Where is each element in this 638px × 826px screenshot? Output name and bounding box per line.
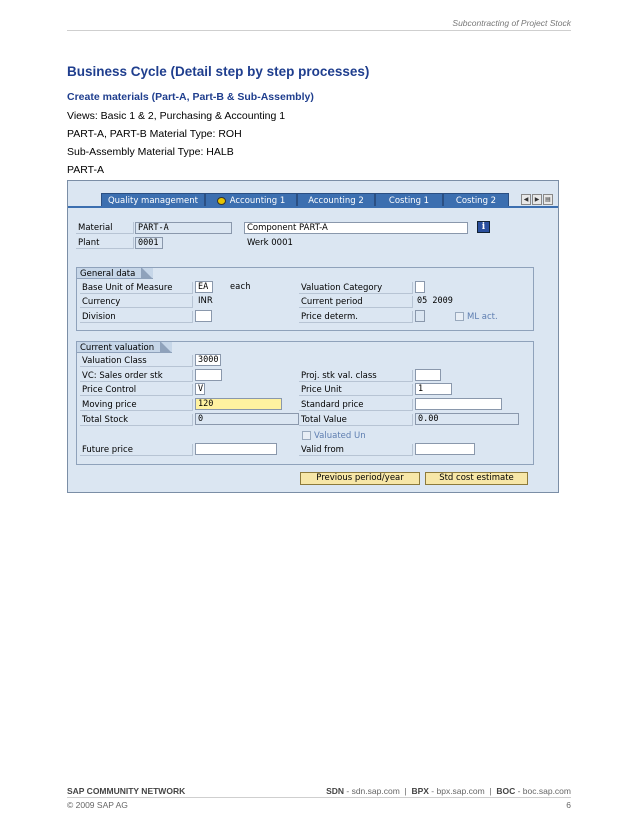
material-label: Material <box>76 222 134 234</box>
valid-from-label: Valid from <box>299 444 413 456</box>
ml-act-checkbox[interactable] <box>455 312 464 321</box>
division-field[interactable] <box>195 310 212 322</box>
boc-link[interactable]: boc.sap.com <box>522 786 571 796</box>
price-control-label: Price Control <box>80 384 193 396</box>
total-stock-label: Total Stock <box>80 414 193 426</box>
price-determination-label: Price determ. <box>299 311 413 323</box>
currency-label: Currency <box>80 296 193 308</box>
section-subheading: Create materials (Part-A, Part-B & Sub-Assembly) <box>67 91 314 103</box>
section-heading: Business Cycle (Detail step by step processes) <box>67 64 370 79</box>
material-description-field[interactable]: Component PART-A <box>244 222 468 234</box>
price-control-field[interactable]: V <box>195 383 205 395</box>
plant-label: Plant <box>76 237 134 249</box>
valuated-un-checkbox[interactable] <box>302 431 311 440</box>
total-value-label: Total Value <box>299 414 413 426</box>
base-uom-field[interactable]: EA <box>195 281 213 293</box>
tab-quality-management[interactable] <box>101 193 205 207</box>
valuation-class-label: Valuation Class <box>80 355 193 367</box>
price-unit-label: Price Unit <box>299 384 413 396</box>
previous-period-button[interactable]: Previous period/year <box>300 472 420 485</box>
standard-price-field[interactable] <box>415 398 502 410</box>
tab-label: Accounting 2 <box>308 196 364 206</box>
current-valuation-title: Current valuation <box>76 341 172 353</box>
price-determination-field[interactable] <box>415 310 425 322</box>
vc-sales-order-field[interactable] <box>195 369 222 381</box>
text-line: Views: Basic 1 & 2, Purchasing & Accounting 1 <box>67 110 286 122</box>
total-stock-field[interactable]: 0 <box>195 413 299 425</box>
valuation-category-label: Valuation Category <box>299 282 413 294</box>
bpx-label: BPX <box>411 786 429 796</box>
footer-network: SAP COMMUNITY NETWORK <box>67 786 186 796</box>
tab-label: Accounting 1 <box>229 196 286 206</box>
plant-field[interactable]: 0001 <box>135 237 163 249</box>
page-number: 6 <box>566 800 571 810</box>
moving-price-label: Moving price <box>80 399 193 411</box>
future-price-label: Future price <box>80 444 193 456</box>
tab-accounting-2[interactable] <box>297 193 375 207</box>
valid-from-field[interactable] <box>415 443 475 455</box>
future-price-field[interactable] <box>195 443 277 455</box>
price-unit-field[interactable]: 1 <box>415 383 452 395</box>
text-line: PART-A <box>67 164 104 176</box>
tab-costing-2[interactable] <box>443 193 509 207</box>
tab-scroll-left-icon[interactable]: ◀ <box>521 194 531 205</box>
document-title: Subcontracting of Project Stock <box>452 18 571 28</box>
sdn-link[interactable]: sdn.sap.com <box>351 786 400 796</box>
footer-links: SDN - sdn.sap.com | BPX - bpx.sap.com | BOC - boc.sap.com <box>326 786 571 796</box>
std-cost-estimate-button[interactable]: Std cost estimate <box>425 472 528 485</box>
division-label: Division <box>80 311 193 323</box>
info-icon[interactable]: i <box>477 221 490 233</box>
general-data-title: General data <box>76 267 153 279</box>
valuation-class-field[interactable]: 3000 <box>195 354 221 366</box>
current-period-label: Current period <box>299 296 413 308</box>
header-divider <box>67 30 571 31</box>
bpx-link[interactable]: bpx.sap.com <box>436 786 485 796</box>
proj-stock-class-label: Proj. stk val. class <box>299 370 413 382</box>
base-uom-text: each <box>230 282 251 292</box>
total-value-field[interactable]: 0.00 <box>415 413 519 425</box>
tab-accounting-1[interactable] <box>205 193 297 207</box>
moving-price-field[interactable]: 120 <box>195 398 282 410</box>
proj-stock-class-field[interactable] <box>415 369 441 381</box>
tab-list-icon[interactable]: ▤ <box>543 194 553 205</box>
material-field[interactable]: PART-A <box>135 222 232 234</box>
text-line: Sub-Assembly Material Type: HALB <box>67 146 234 158</box>
tab-label: Costing 2 <box>455 196 497 206</box>
footer-divider <box>67 797 571 798</box>
boc-label: BOC <box>496 786 516 796</box>
tab-underline <box>68 206 558 208</box>
currency-value: INR <box>198 296 213 306</box>
text-line: PART-A, PART-B Material Type: ROH <box>67 128 242 140</box>
tab-scroll-right-icon[interactable]: ▶ <box>532 194 542 205</box>
sap-material-master-screen <box>67 180 559 493</box>
plant-description: Werk 0001 <box>247 238 293 248</box>
tab-strip <box>68 193 558 207</box>
tab-label: Quality management <box>107 196 198 206</box>
current-period-value: 05 2009 <box>417 296 453 306</box>
standard-price-label: Standard price <box>299 399 413 411</box>
valuation-category-field[interactable] <box>415 281 425 293</box>
base-uom-label: Base Unit of Measure <box>80 282 193 294</box>
vc-sales-order-label: VC: Sales order stk <box>80 370 193 382</box>
tab-costing-1[interactable] <box>375 193 443 207</box>
status-icon <box>217 197 226 205</box>
tab-label: Costing 1 <box>388 196 430 206</box>
footer-copyright: © 2009 SAP AG <box>67 800 128 810</box>
ml-act-label: ML act. <box>467 312 498 322</box>
sdn-label: SDN <box>326 786 345 796</box>
valuated-un-label: Valuated Un <box>314 431 366 441</box>
